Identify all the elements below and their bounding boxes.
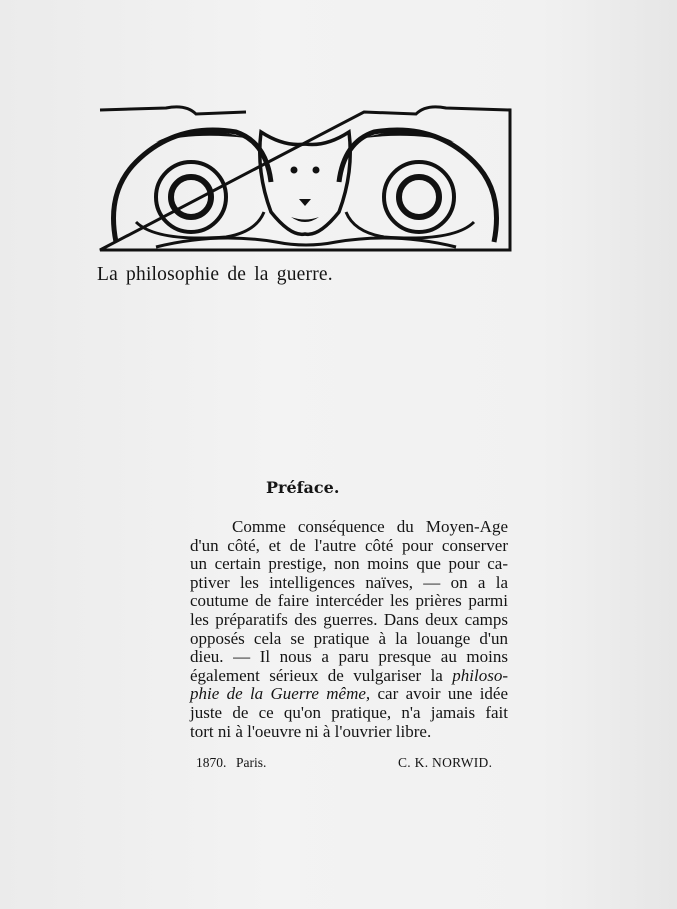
text-line <box>190 704 508 723</box>
author: C. K. NORWID. <box>398 755 493 770</box>
text-segment: tort ni à l'oeuvre ni à l'ouvrier libre. <box>190 721 432 741</box>
text-line <box>190 648 508 667</box>
preface-heading: Préface. <box>266 478 340 497</box>
text-segment: un certain prestige, non moins que pour ca- <box>190 554 508 574</box>
text-line <box>190 611 508 630</box>
date: 1870. <box>196 755 227 770</box>
text-segment: ptiver les intelligences naïves, — on a la <box>190 572 508 592</box>
text-line <box>190 685 508 704</box>
text-segment: juste de ce qu'on pratique, n'a jamais fait <box>190 702 508 722</box>
text-line <box>190 555 508 574</box>
preface-text <box>190 518 508 741</box>
text-line <box>190 667 508 686</box>
text-line <box>190 537 508 556</box>
text-segment: car avoir une idée <box>370 684 509 704</box>
text-line <box>190 630 508 649</box>
italic-text: phie de la Guerre même, <box>190 684 371 704</box>
text-segment: opposés cela se pratique à la louange d'un <box>190 628 508 648</box>
text-segment: également sérieux de vulgariser la <box>190 665 453 685</box>
text-line <box>190 574 508 593</box>
text-segment: coutume de faire intercéder les prières parmi <box>190 591 508 611</box>
lion-head-ornament <box>96 102 514 254</box>
text-segment: dieu. — Il nous a paru presque au moins <box>190 647 508 667</box>
text-segment: les préparatifs des guerres. Dans deux camps <box>190 609 508 629</box>
text-segment: d'un côté, et de l'autre côté pour conserver <box>190 535 508 555</box>
chapter-title: La philosophie de la guerre. <box>97 264 333 285</box>
signature-line <box>190 754 508 772</box>
italic-text: philoso- <box>452 665 508 685</box>
text-segment: Comme conséquence du Moyen-Age <box>232 517 508 536</box>
place: Paris. <box>236 755 267 770</box>
text-line <box>190 723 508 742</box>
text-line <box>190 518 508 537</box>
text-line <box>190 592 508 611</box>
